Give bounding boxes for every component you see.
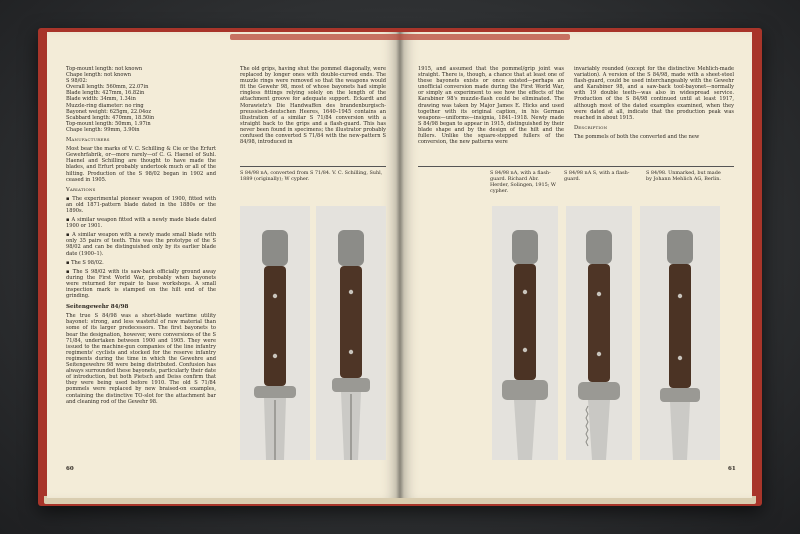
- spec-list: [66, 66, 216, 133]
- photo-bayonet-right-1: [492, 206, 558, 460]
- manufacturers-text: Most bear the marks of V. C. Schilling & Cie or the Erfurt Gewehrfabrik, or—more rarely—of C. G. Haenel of Suhl. Haenel and Schilling are thought to have made the blades, and Erfurt probably undertook much or all of the hilting. Production of the S 98/02 began in 1902 and ceased in 1905.: [66, 146, 216, 183]
- bayonet-image: [492, 206, 558, 460]
- bayonet-image: [316, 206, 386, 460]
- bayonet-image: [640, 206, 720, 460]
- left-col2-text: [240, 66, 386, 148]
- section-heading: Seitengewehr 84/98: [66, 304, 129, 311]
- book-gutter: [396, 32, 404, 498]
- spec-line: S 98/02:: [66, 78, 88, 85]
- photo-bayonet-right-2: [566, 206, 632, 460]
- spec-line: Chape length: 99mm, 3.90in: [66, 126, 140, 133]
- caption-flash-guard-herder: S 84/98 nA, with a flash-guard. Richard Abr. Herder, Solingen, 1915; W cypher.: [490, 170, 556, 194]
- page-number-right: 61: [728, 466, 736, 472]
- variation-item: ▪ A similar weapon fitted with a newly made blade dated 1900 or 1901.: [66, 217, 216, 230]
- right-col2-text: [574, 66, 734, 143]
- bayonet-image: [240, 206, 310, 460]
- caption-s84-98-converted: S 84/98 nA, converted from S 71/84. V. C. Schilling, Suhl, 1889 (originally); W cypher.: [240, 170, 383, 182]
- spec-line: Top-mount length: 50mm, 1.97in: [66, 120, 151, 127]
- right-col1-text: [418, 66, 564, 148]
- section-text: The true S 84/98 was a short-blade wartime utility bayonet: strong, and less wasteful of raw material than some of its larger predecessors. The first bayonets to bear the designation, however, were conversions of the S 71/84, undertaken between 1900 and 1905. They were issued to the machine-gun companies of the line infantry regiments' cyclists and stocked for the reserve infantry regiments during the time in which the Gewehre and Seitengewehre 98 were being distributed. Confusion has always surrounded these bayonets, particularly their date of introduction, but both Pietsch and Deiss confirm that they were being used before 1910. The old S 71/84 pommels were replaced by new braised-on examples, containing the distinctive TO-slot for the attachment bar and cleaning rod of the Gewehr 98.: [66, 313, 216, 405]
- spec-line: Top-mount length: not known: [66, 66, 143, 72]
- left-col2-paragraph: The old grips, having shut the pommel diagonally, were replaced by longer ones with double-curved ends. The muzzle rings were removed so that the weapons would fit the Gewehr 98, most of whose bayonets had simple ringless fittings relying solely on the length of the attachment groove for adequate support. Eckardt and Morawietz's Die Handwaffen des brandenburgisch-preussisch-deutschen Heeres, 1640–1945 contains an illustration of a similar S 71/84 conversion with a straight back to the grips and a flash-guard. This has never been found in specimens; the illustrator probably confused the converted S 71/84 with the new-pattern S 84/98, introduced in: [240, 66, 386, 146]
- variations-heading: Variations: [66, 186, 96, 193]
- manufacturers-heading: Manufacturers: [66, 137, 110, 144]
- spec-line: Blade width: 34mm, 1.34in: [66, 96, 136, 103]
- variation-item: ▪ A similar weapon with a newly made small blade with only 35 pairs of teeth. This was the prototype of the S 98/02 and can be distinguished only by its earlier blade date (1900–1).: [66, 232, 216, 257]
- photo-bayonet-left-1: [240, 206, 310, 460]
- photo-bayonet-right-3: [640, 206, 720, 460]
- spec-line: Blade length: 427mm, 16.82in: [66, 90, 145, 97]
- caption-rule-right: [418, 166, 734, 167]
- top-edge-band: [230, 34, 570, 40]
- description-text: The pommels of both the converted and the new: [574, 133, 700, 140]
- right-col2-paragraph: invariably rounded (except for the distinctive Mehlich-made variation). A version of the S 84/98, made with a sheet-steel flash-guard, could be used interchangeably with the Gewehr and Karabiner 98, and a saw-back tool-bayonet—normally with 19 double teeth—was also in widespread service. Production of the S 84/98 continued until at least 1917, although most of the dated examples examined, when they were dated at all, indicate that the production peak was reached in about 1915.: [574, 66, 734, 121]
- bayonet-image: [566, 206, 632, 460]
- photo-bayonet-left-2: [316, 206, 386, 460]
- spec-line: Muzzle-ring diameter: no ring: [66, 102, 144, 109]
- right-col1-paragraph: 1915, and assumed that the pommel/grip joint was straight. There is, though, a chance that at least one of these bayonets exists or once existed—perhaps an unofficial conversion made during the First World War, or simply an experiment to see how the effects of the Karabiner 98's muzzle-flash could be eliminated. The drawing was taken by Major James E. Hicks and used together with its original caption, in his German weapons—uniforms—insignia, 1841–1918. Newly made S 84/98 began to appear in 1915, distinguished by their blade shape and by the design of the hilt and the fullers. Unlike the square-stepped fullers of the conversion, the new patterns were: [418, 66, 564, 146]
- caption-flash-guard: S 84/98 nA S, with a flash-guard.: [564, 170, 630, 182]
- description-heading: Description: [574, 124, 608, 131]
- caption-rule-left: [240, 166, 386, 167]
- variation-item: ▪ The S 98/02.: [66, 259, 104, 266]
- page-number-left: 60: [66, 466, 74, 472]
- spec-line: Overall length: 560mm, 22.07in: [66, 84, 149, 91]
- variation-item: ▪ The S 98/02 with its saw-back officially ground away during the First World War, probably when bayonets were returned for repair to base workshops. A small inspection mark is stamped on the hilt end of the grinding.: [66, 268, 216, 300]
- left-col1-specs: [66, 66, 216, 408]
- caption-mehlich: S 84/98. Unmarked, but made by Johann Mehlich AG, Berlin.: [646, 170, 721, 182]
- variations-list: [66, 196, 216, 299]
- spec-line: Bayonet weight: 625gm, 22.04oz: [66, 108, 151, 115]
- spec-line: Chape length: not known: [66, 72, 132, 79]
- variation-item: ▪ The experimental pioneer weapon of 1900, fitted with an old 1871-pattern blade dated in the 1880s or the 1890s.: [66, 195, 216, 214]
- spec-line: Scabbard length: 470mm, 18.50in: [66, 114, 155, 121]
